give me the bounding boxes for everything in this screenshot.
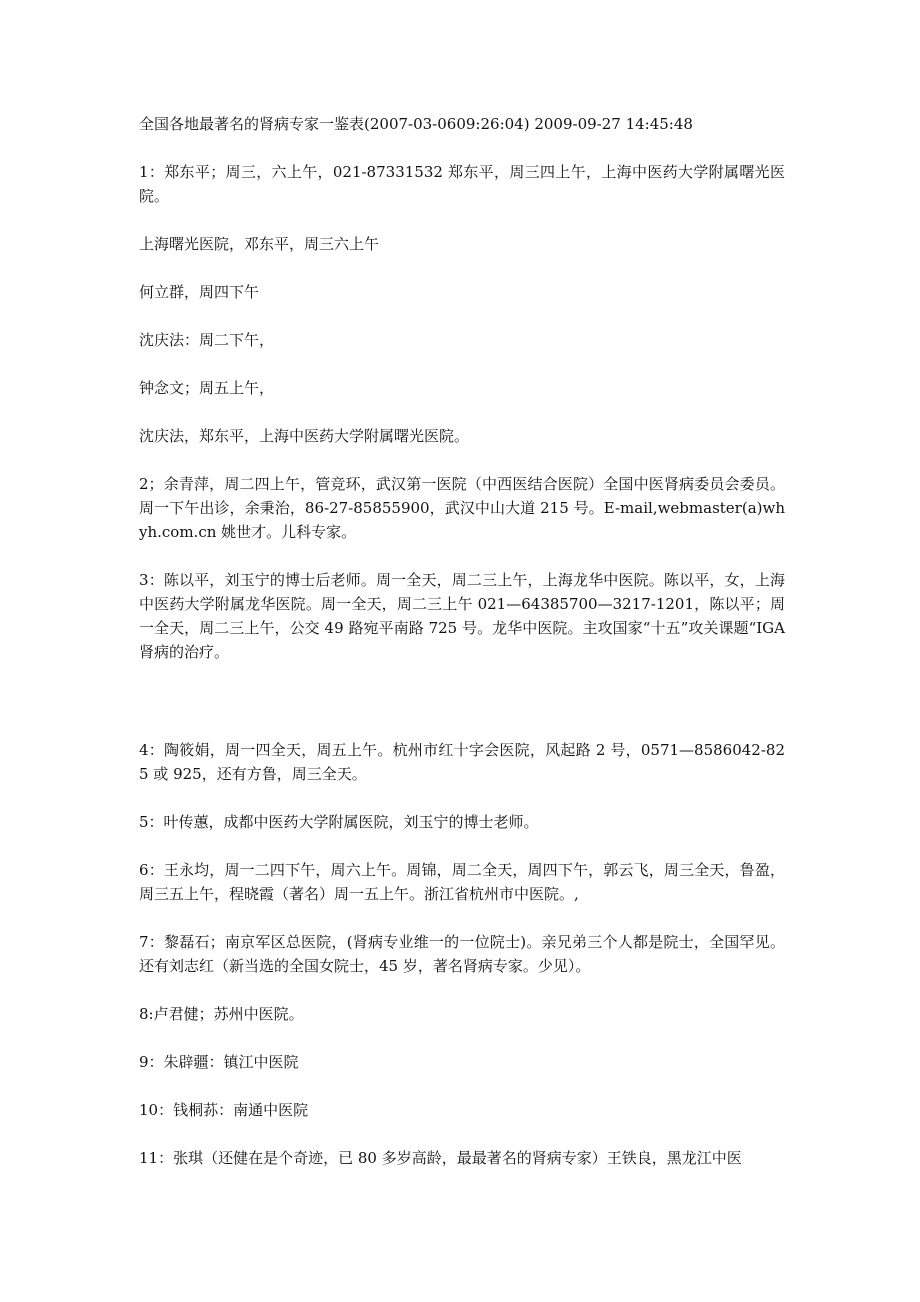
paragraph-13: 8:卢君健；苏州中医院。: [139, 1005, 304, 1023]
paragraph-16: 11：张琪（还健在是个奇迹，已 80 多岁高龄，最最著名的肾病专家）王铁良，黑龙江中医: [139, 1149, 742, 1167]
paragraph-5: 钟念文；周五上午，: [139, 379, 275, 397]
paragraph-10: 5：叶传蕙，成都中医药大学附属医院，刘玉宁的博士老师。: [139, 813, 539, 831]
paragraph-11: 6：王永均，周一二四下午，周六上午。周锦，周二全天，周四下午，郭云飞，周三全天，鲁盈，周三五上午，程晓霞（著名）周一五上午。浙江省杭州市中医院。,: [139, 861, 785, 903]
paragraph-9: 4：陶筱娟，周一四全天，周五上午。杭州市红十字会医院，风起路 2 号，0571—8586042-825 或 925，还有方鲁，周三全天。: [139, 741, 785, 783]
paragraph-14: 9：朱辟疆：镇江中医院: [139, 1053, 299, 1071]
paragraph-3: 何立群，周四下午: [139, 283, 260, 301]
paragraph-6: 沈庆法，郑东平，上海中医药大学附属曙光医院。: [139, 427, 470, 445]
document-title: 全国各地最著名的肾病专家一鉴表(2007-03-0609:26:04) 2009-09-27 14:45:48: [139, 115, 693, 133]
paragraph-7: 2；余青萍，周二四上午，管竞环，武汉第一医院（中西医结合医院）全国中医肾病委员会委员。周一下午出诊，余秉治，86-27-85855900，武汉中山大道 215 号。E-mail,webmaster(a)whyh.com.cn 姚世才。儿科专家。: [139, 475, 785, 541]
paragraph-4: 沈庆法：周二下午，: [139, 331, 275, 349]
paragraph-2: 上海曙光医院，邓东平，周三六上午: [139, 235, 380, 253]
paragraph-15: 10：钱桐荪：南通中医院: [139, 1101, 309, 1119]
paragraph-1: 1：郑东平；周三，六上午，021-87331532 郑东平，周三四上午，上海中医药大学附属曙光医院。: [139, 163, 785, 205]
paragraph-12: 7：黎磊石；南京军区总医院，(肾病专业维一的一位院士)。亲兄弟三个人都是院士，全国罕见。还有刘志红（新当选的全国女院士，45 岁，著名肾病专家。少见）。: [139, 933, 785, 975]
paragraph-8: 3：陈以平，刘玉宁的博士后老师。周一全天，周二三上午，上海龙华中医院。陈以平，女，上海中医药大学附属龙华医院。周一全天，周二三上午 021—64385700—3217-1201，陈以平；周一全天，周二三上午，公交 49 路宛平南路 725 号。龙华中医院。主攻国家“十五”攻关课题“IGA 肾病的治疗。: [139, 571, 785, 661]
